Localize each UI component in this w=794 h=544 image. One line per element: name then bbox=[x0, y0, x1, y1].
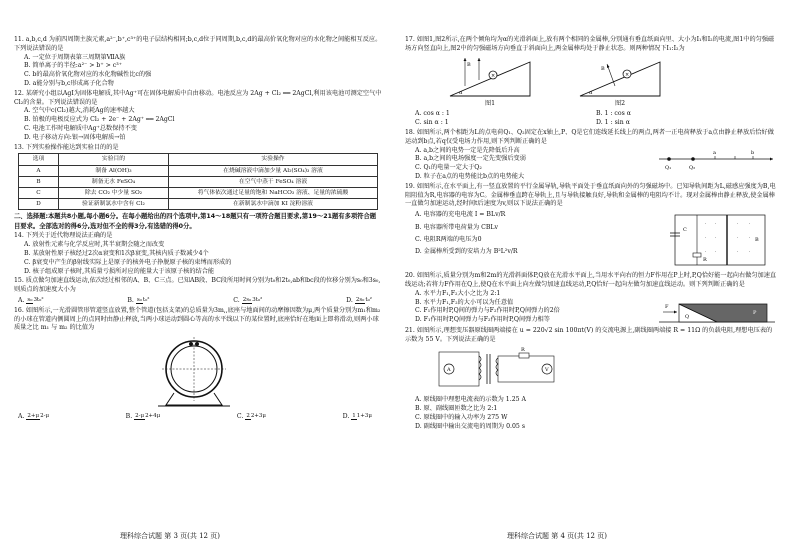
numerator: 2 bbox=[246, 413, 250, 420]
q15-option-d bbox=[346, 297, 372, 306]
q13-stem: 13. 下列实验操作能达到实验目的的是 bbox=[14, 143, 119, 151]
incline-figure-1 bbox=[445, 56, 535, 100]
fraction bbox=[242, 297, 263, 304]
denominator: 2+4μ bbox=[145, 413, 161, 420]
numerator: 2s₀ bbox=[355, 296, 365, 303]
fraction bbox=[26, 297, 43, 304]
q21-stem: 21. 如图所示,理想变压器原线圈两端接在 u = 220√2 sin 100πt(V) 的交流电源上,副线圈两端接 R = 11Ω 的负载电阻,理想电压表的示数为 55 V。下列说法正确的是 bbox=[405, 326, 773, 343]
q12-option-d: D. 电子移动方向:银→固体电解质→铂 bbox=[24, 133, 126, 141]
table-header: 实验操作 bbox=[169, 154, 378, 165]
q21-option-a: A. 原线圈中理想电流表的示数为 1.25 A bbox=[415, 396, 527, 404]
q16-option-d bbox=[343, 413, 372, 422]
table-row bbox=[19, 176, 378, 187]
svg-text:Q₁: Q₁ bbox=[665, 164, 672, 171]
svg-text:×: × bbox=[625, 71, 630, 78]
denominator: 1+3μ bbox=[356, 413, 372, 420]
rail-circuit-figure bbox=[667, 209, 777, 271]
svg-text:F: F bbox=[665, 303, 669, 310]
transformer-figure bbox=[435, 346, 565, 394]
q17-option-d: D. 1 : sin α bbox=[596, 119, 630, 127]
figure-2 bbox=[575, 56, 665, 109]
q14-stem: 14. 下列关于近代物理说法正确的是 bbox=[14, 232, 113, 240]
table-header-row bbox=[19, 154, 378, 165]
q21-option-c: C. 原线圈中的输入功率为 275 W bbox=[415, 413, 508, 421]
denominator: 2+3μ bbox=[250, 413, 266, 420]
q15-option-c bbox=[233, 297, 262, 306]
q19-option-a: A. 电容器的充电电流 I = BLv/R bbox=[415, 211, 506, 219]
q18-option-a: A. a,b之间的电势一定是先降低后升高 bbox=[415, 146, 520, 154]
q14-option-b: B. 某放射性原子核经过2次α衰变和1次β衰变,其核内质子数减少4个 bbox=[24, 249, 209, 257]
q12-option-c: C. 电池工作时电解质中Ag⁺总数保持不变 bbox=[24, 124, 137, 132]
svg-text:B: B bbox=[601, 65, 605, 72]
svg-text:Q: Q bbox=[685, 313, 690, 320]
q16-options bbox=[14, 413, 382, 422]
q20-options bbox=[405, 290, 653, 326]
table-cell: C bbox=[19, 188, 59, 199]
question-14 bbox=[14, 232, 382, 276]
svg-text:·: · bbox=[705, 235, 707, 241]
question-16 bbox=[14, 307, 382, 422]
svg-text:·: · bbox=[705, 249, 707, 255]
q17-option-a: A. cos α : 1 bbox=[415, 110, 450, 118]
question-18 bbox=[405, 129, 777, 182]
table-cell: B bbox=[19, 176, 59, 187]
svg-text:·: · bbox=[749, 235, 751, 241]
q18-option-c: C. Q₁的电量一定大于Q₂ bbox=[415, 164, 482, 172]
denominator: t₀² bbox=[365, 296, 372, 303]
q20-option-d: D. F₁作用时P,Q间弹力与F₂作用时P,Q间弹力相等 bbox=[415, 316, 550, 324]
question-21 bbox=[405, 327, 777, 432]
denominator: 3t₀² bbox=[33, 296, 44, 303]
numerator: s₀ bbox=[27, 296, 33, 303]
numerator: s₀ bbox=[136, 296, 142, 303]
q15-stem: 15. 质点做匀加速直线运动,依次经过相邻的A、B、C三点。已知AB段、BC段所用时间分别为t₀和2t₀,ab和bc段的位移分别为s₀和3s₀,则质点的加速度大小为 bbox=[14, 277, 381, 294]
q15-options bbox=[14, 297, 382, 306]
figure-1 bbox=[445, 56, 535, 109]
ring-tube-figure bbox=[144, 335, 244, 411]
q18-body bbox=[405, 147, 777, 182]
option-letter: D. bbox=[342, 413, 350, 421]
svg-text:×: × bbox=[491, 72, 496, 79]
table-cell: 制备 Al(OH)₃ bbox=[59, 165, 169, 176]
question-17 bbox=[405, 36, 777, 128]
numerator: 2+μ bbox=[27, 413, 40, 420]
q11-option-b: B. 简单离子的半径:a²⁻ > b⁺ > c³⁺ bbox=[24, 62, 122, 70]
q15-option-b bbox=[127, 297, 149, 306]
svg-text:V: V bbox=[545, 367, 549, 374]
q21-option-d: D. 副线圈中输出交流电的周期为 0.05 s bbox=[415, 422, 525, 430]
q17-stem: 17. 如图1,图2所示,在两个倾角均为α的光滑斜面上,放有两个相同的金属棒,分别通有垂直纸面向里、大小为I₁和I₂的电流,图1中的匀强磁场方向竖直向上,图2中的匀强磁场方向垂直于斜面向上,两金属棒均处于静止状态。则两种情况下I₁:I₂为 bbox=[405, 36, 775, 52]
table-header: 实验目的 bbox=[59, 154, 169, 165]
svg-text:·: · bbox=[715, 249, 717, 255]
table-cell: 在烧碱溶液中滴加少量 Al₂(SO₄)₃ 溶液 bbox=[169, 165, 378, 176]
fraction bbox=[134, 413, 160, 420]
table-cell: 将气体依次通过足量的饱和 NaHCO₃ 溶液、足量的浓硫酸 bbox=[169, 188, 378, 199]
svg-text:·: · bbox=[715, 221, 717, 227]
table-row bbox=[19, 199, 378, 210]
svg-text:B: B bbox=[755, 237, 759, 244]
question-13 bbox=[14, 144, 382, 211]
svg-text:A: A bbox=[447, 367, 451, 374]
q17-figures bbox=[405, 56, 777, 109]
table-cell: A bbox=[19, 165, 59, 176]
fraction bbox=[245, 413, 266, 420]
table-cell: 在空气中蒸干 FeSO₄ 溶液 bbox=[169, 176, 378, 187]
q14-option-d: D. 核子组成原子核时,其质量亏损所对应的能量大于该原子核的结合能 bbox=[24, 267, 215, 275]
q20-option-a: A. 水平力F₁,F₂大小之比为 2:1 bbox=[415, 289, 501, 297]
q20-option-c: C. F₁作用时P,Q间的弹力与F₂作用时P,Q间弹力的2倍 bbox=[415, 307, 560, 315]
left-column bbox=[14, 36, 382, 423]
svg-text:a: a bbox=[713, 149, 716, 156]
svg-text:R: R bbox=[521, 347, 525, 354]
denominator: 3t₀² bbox=[252, 296, 263, 303]
q15-option-a bbox=[18, 297, 44, 306]
q19-option-c: C. 电阻R两端的电压为0 bbox=[415, 235, 482, 243]
numerator: 1 bbox=[352, 413, 356, 420]
option-letter: A. bbox=[18, 413, 25, 421]
q17-option-b: B. 1 : cos α bbox=[596, 110, 631, 118]
fraction bbox=[136, 297, 150, 304]
q11-stem: 11. a,b,c,d 为前四周期主族元素,a²⁻,b⁺,c³⁺的电子层结构相同;b,c,d位于同周期,b,c,d的最高价氧化物对应的水化物之间能相互反应。下列说法错误的是 bbox=[14, 36, 382, 52]
q12-option-b: B. 铂极的电极反应式为 Cl₂ + 2e⁻ + 2Ag⁺ ══ 2AgCl bbox=[24, 116, 175, 124]
right-column bbox=[405, 36, 777, 433]
q20-option-b: B. 水平力F₁,F₂的大小可以为任意值 bbox=[415, 298, 514, 306]
table-cell: 除去 CO₂ 中少量 SO₂ bbox=[59, 188, 169, 199]
q19-options bbox=[405, 209, 663, 271]
q21-option-b: B. 原、副线圈匝数之比为 2:1 bbox=[415, 405, 498, 413]
q11-option-d: D. a能分别与b,c形成离子化合物 bbox=[24, 79, 114, 87]
fraction bbox=[26, 413, 49, 420]
svg-text:·: · bbox=[705, 221, 707, 227]
svg-text:·: · bbox=[749, 249, 751, 255]
q14-option-a: A. 放射性元素与化学反应时,其半衰期会随之而改变 bbox=[24, 241, 165, 249]
q18-option-b: B. a,b之间的电场强度一定先变强后变弱 bbox=[415, 155, 526, 163]
q19-stem: 19. 如图所示,在水平面上,有一竖直放置的平行金属导轨,导轨平面处于垂直纸面向外的匀强磁场中。已知导轨间距为L,磁感应强度为B,电阻阻值为R,电容器的电容为C。金属棒垂直跨在导轨上,且与导轨接触良好,导轨和金属棒的电阻均不计。现对金属棒由静止释放,使金属棒一直做匀加速运动,经时间t后速度为v,则以下说法正确的是 bbox=[405, 182, 776, 208]
svg-text:·: · bbox=[715, 235, 717, 241]
table-cell: 验证新制氯水中含有 Cl₂ bbox=[59, 199, 169, 210]
q13-table bbox=[18, 153, 378, 210]
incline-figure-2 bbox=[575, 56, 665, 100]
svg-text:·: · bbox=[749, 221, 751, 227]
svg-text:·: · bbox=[737, 221, 739, 227]
section-2-header: 二、选择题:本题共8小题,每小题6分。在每小题给出的四个选项中,第14～18题只有一项符合题目要求,第19～21题有多项符合题目要求。全部选对的得6分,选对但不全的得3分,有选错的得0分。 bbox=[14, 213, 377, 230]
numerator: 2-μ bbox=[135, 413, 145, 420]
q16-option-a bbox=[18, 413, 49, 422]
q19-option-d: D. 金属棒所受到的安培力为 B²L²v/R bbox=[415, 248, 518, 256]
question-19 bbox=[405, 183, 777, 271]
footer-text: 理科综合试题 第 3 页(共 12 页) bbox=[120, 532, 220, 540]
option-letter: B. bbox=[125, 413, 133, 421]
q19-body bbox=[405, 209, 777, 271]
denominator: t₀² bbox=[142, 296, 150, 303]
svg-text:·: · bbox=[737, 249, 739, 255]
figure-1-caption: 图1 bbox=[484, 99, 496, 107]
table-cell: 制备无水 FeSO₄ bbox=[59, 176, 169, 187]
footer-text: 理科综合试题 第 4 页(共 12 页) bbox=[507, 532, 607, 540]
q18-option-d: D. 粒子在a点的电势能比b点的电势能大 bbox=[415, 172, 525, 180]
option-letter: B. bbox=[127, 296, 134, 304]
q20-body bbox=[405, 290, 777, 326]
svg-text:P: P bbox=[753, 309, 757, 316]
numerator: 2s₀ bbox=[242, 296, 252, 303]
q20-stem: 20. 如图所示,质量分别为m和2m的光滑斜面体P,Q放在光滑水平面上,当用水平向右的恒力F作用在P上时,P,Q恰好能一起向右做匀加速直线运动;若将力F作用在Q上,使Q在水平面上向左做匀加速直线运动,P,Q恰好一起向左做匀加速直线运动。则下列判断正确的是 bbox=[405, 272, 777, 288]
question-15 bbox=[14, 277, 382, 305]
question-11 bbox=[14, 36, 382, 89]
q12-option-a: A. 空气中c(Cl₂)越大,消耗Ag的速率越大 bbox=[24, 107, 135, 115]
svg-text:b: b bbox=[751, 149, 755, 156]
q17-options bbox=[405, 110, 777, 128]
denominator: 2-μ bbox=[40, 413, 50, 420]
svg-text:C: C bbox=[683, 227, 687, 234]
figure-2-caption: 图2 bbox=[614, 99, 626, 107]
fraction bbox=[355, 297, 372, 304]
question-12 bbox=[14, 90, 382, 143]
fraction bbox=[351, 413, 372, 420]
svg-text:R: R bbox=[703, 257, 707, 264]
q18-options bbox=[405, 147, 653, 182]
q14-option-c: C. β衰变中产生的β射线实际上是原子的核外电子挣脱原子核的束缚而形成的 bbox=[24, 258, 232, 266]
svg-text:α: α bbox=[459, 89, 463, 96]
q16-stem: 16. 如图所示,一光滑圆管形管道竖直放置,整个管道(包括支架)的总质量为3m,,底座与地面间的动摩擦因数为μ,两个质量分别为m₁和m₂的小球在管道内侧圆周上的点同时由静止释放,当两小球运动到圆心等高的水平线以下的某位置时,底座恰好在地面上即将滑动,则两小球质量之比 m₁ 与 m₂ 的比值为 bbox=[14, 306, 381, 332]
q18-stem: 18. 如图所示,两个相距为L的点电荷Q₁、Q₂固定在x轴上,P、Q是它们连线延长线上的两点,两者一正电荷释放于a点由静止释放后恰好做运动到b点,若q仅受电场力作用,则下列判断正确的是 bbox=[405, 128, 774, 145]
q17-option-c: C. sin α : 1 bbox=[415, 119, 449, 127]
option-letter: C. bbox=[233, 296, 240, 304]
wedge-figure bbox=[657, 290, 777, 326]
page-4 bbox=[397, 0, 794, 544]
q19-option-b: B. 电容器所带电荷量为 CBLv bbox=[415, 223, 499, 231]
svg-text:B: B bbox=[467, 61, 471, 68]
q12-stem: 12. 某研究小组以AgI为固体电解质,其中Ag⁺可在固体电解质中自由移动。电池反应为 2Ag + Cl₂ ══ 2AgCl,利用该电池可测定空气中Cl₂的含量。下列说法错误的是 bbox=[14, 89, 382, 106]
svg-text:α: α bbox=[589, 89, 593, 96]
q11-option-c: C. b的最高价氧化物对应的水化物碱性比c的强 bbox=[24, 71, 152, 79]
option-letter: C. bbox=[236, 413, 244, 421]
svg-text:Q₂: Q₂ bbox=[689, 164, 696, 171]
q16-option-b bbox=[126, 413, 161, 422]
table-cell: D bbox=[19, 199, 59, 210]
option-letter: D. bbox=[346, 296, 353, 304]
table-row bbox=[19, 165, 378, 176]
table-row bbox=[19, 188, 378, 199]
question-20 bbox=[405, 272, 777, 326]
charges-axis-figure bbox=[657, 147, 777, 171]
option-letter: A. bbox=[18, 296, 25, 304]
table-cell: 在新制氯水中滴加 KI 淀粉溶液 bbox=[169, 199, 378, 210]
q11-option-a: A. 一定位于周期表第三周期第ⅦA族 bbox=[24, 53, 126, 61]
q16-option-c bbox=[237, 413, 266, 422]
table-header: 选项 bbox=[19, 154, 59, 165]
svg-text:·: · bbox=[737, 235, 739, 241]
